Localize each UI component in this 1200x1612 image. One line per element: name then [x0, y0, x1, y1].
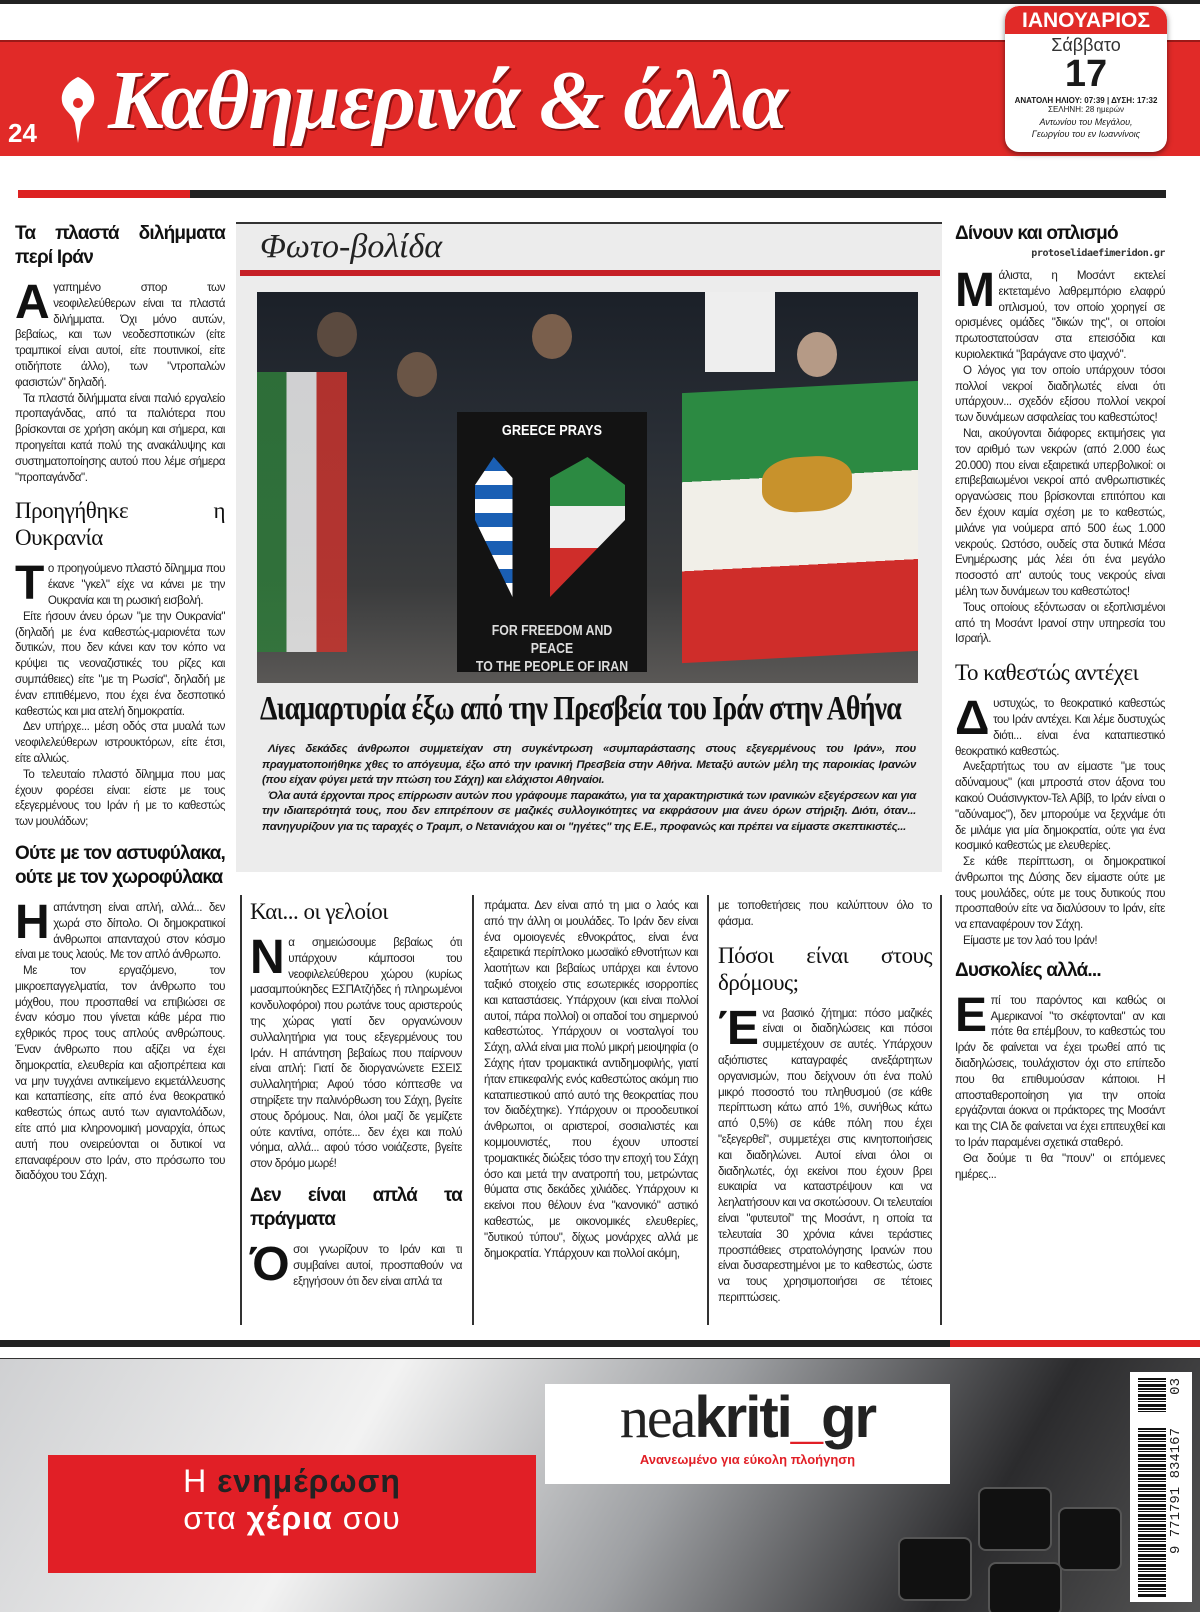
brand-logo — [545, 1384, 950, 1452]
slogan-word: χέρια — [246, 1500, 333, 1536]
sunrise-sunset: ΑΝΑΤΟΛΗ ΗΛΙΟΥ: 07:39 | ΔΥΣΗ: 17:32 — [1014, 96, 1158, 105]
right-column-article — [955, 222, 1165, 1182]
drop-cap: Ν — [250, 931, 285, 984]
banner-bottom-text — [474, 622, 630, 676]
paragraph: Σε κάθε περίπτωση, οι δημοκρατικοί άνθρωποι της Δύσης δεν είμαστε ούτε με τους μουλάδες, ούτε με τους δυτικούς που προσπαθούν είτε να διαλύσουν το Ιράν, είτε να επαναφέρουν τον Σάχη. — [955, 855, 1165, 932]
paragraph: πί του παρόντος και καθώς οι Αμερικανοί "το σκέφτονται" αν και πότε θα επέμβουν, το καθεστώς του Ιράν δε φαίνεται να έχει τρωθεί από τις διαδηλώσεις, τουλάχιστον όχι στο επίπεδο που θα επιθυμούσαν κάποιοι. Η αποσταθεροποίηση για την οποία εργάζονται άοκνα οι πράκτορες της Μοσάντ και της CIA δε φαίνεται να έχει επιτευχθεί και το Ιράν παραμένει σχετικά σταθερό. — [955, 993, 1165, 1150]
bottom-column-3 — [718, 898, 932, 1306]
feature-caption — [262, 742, 916, 836]
saints-line-1: Αντωνίου του Μεγάλου, — [1039, 117, 1133, 127]
caption-paragraph: Λίγες δεκάδες άνθρωποι συμμετείχαν στη συγκέντρωση «συμπαράστασης στους εξεγερμένους του Ιράν», που πραγματοποιήθηκε χθες το απόγευμα, έξω από την ιρανική Πρεσβεία στην Αθήνα. Μεταξύ αυτών μέλη της παροικίας Ιρανών (που είχαν φύγει μετά την πτώση του Σάχη) και ελάχιστοι Αθηναίοι. — [262, 743, 916, 787]
paragraph: Με τον εργαζόμενο, τον μικροεπαγγελματία, τον άνθρωπο του μόχθου, που προσπαθεί να επιβιώσει σε έναν κόσμο που γίνεται κάθε μέρα πιο εχθρικός προς τους απλούς ανθρώπους. Έναν άνθρωπο που αξίζει να έχει δημοκρατία, ελευθερία και αξιοπρέπεια και να μην τυγχάνει αντικείμενο εκμετάλλευσης και καταπίεσης, είτε από ένα θεοκρατικό καθεστώς όπως αυτό των αγιαντολάδων, είτε από μια κληρονομική μοναρχία, όπως αυτή που ονειρεύονται οι δυτικοί να επαναφέρουν στο Ιράν, στο πρόσωπο του διαδόχου του Σάχη. — [15, 964, 225, 1183]
article-heading: Τα πλαστά διλήμματα περί Ιράν — [15, 223, 225, 268]
paragraph: Ο λόγος για τον οποίο υπάρχουν τόσοι πολλοί νεκροί διαδηλωτές είναι ότι υπάρχουν... σχεδόν εξίσου πολλοί νεκροί των δυνάμεων ασφαλείας του καθεστώτος! — [955, 363, 1165, 425]
article-heading: Δίνουν και οπλισμό — [955, 223, 1118, 244]
paragraph: α σημειώσουμε βεβαίως ότι υπάρχουν κάμποσοι του νεοφιλελεύθερου χώρου (κυρίως μασαμπούκηδες ΕΣΠΑτζήδες ή πληρωμένοι κονδυλοφόροι) που ρωτάνε τους αριστερούς της χώρας γιατί δεν οργανώνουν συλλαλητήρια για τους εξεγερμένους του Ιράν. Η απάντηση βεβαίως που παίρνουν είναι απλή: Γιατί δε διοργανώνετε ΕΣΕΙΣ συλλαλητήρια; Αφού τόσο κόπτεσθε να στηρίξετε την παλινόρθωση του Σάχη, βγείτε στους δρόμους. Ναι, όλοι μαζί δε γεμίζετε ούτε καντίνα, οπότε... δεν έχει και πολύ νόημα, αλλά... αφού τόσο νοιάζεστε, βγείτε στον δρόμο μωρέ! — [250, 936, 462, 1171]
banner-line: TO THE PEOPLE OF IRAN — [475, 658, 629, 675]
protest-photo — [257, 292, 918, 683]
issue-number: 03 — [1168, 1378, 1184, 1395]
saints-line-2: Γεωργίου του εν Ιωαννίνοις — [1031, 129, 1141, 139]
iran-lion-sun-flag — [682, 381, 918, 663]
paragraph: άλιστα, η Μοσάντ εκτελεί εκτεταμένο λαθρεμπόριο ελαφρύ οπλισμού, τον οποίο χορηγεί σε ορισμένες ομάδες "δικών της", οι οποίοι πρωτοστατούσαν στα επεισόδια και κυριολεκτικά "βαράγανε στο ψαχνό". — [955, 269, 1165, 361]
paragraph: με τοποθετήσεις που καλύπτουν όλο το φάσμα. — [718, 899, 932, 928]
section-red-rule — [240, 270, 940, 276]
lion-and-sun-emblem — [762, 454, 852, 514]
paragraph: ο προηγούμενο πλαστό δίλημμα που έκανε "γκελ" είχε να κάνει με την Ουκρανία και τη ρωσική εισβολή. — [47, 562, 225, 607]
drop-cap: Ε — [955, 988, 987, 1042]
barcode-bars — [1138, 1428, 1166, 1598]
brand-part: kriti — [694, 1385, 791, 1450]
slogan-word: Η — [183, 1463, 208, 1499]
subheading: Ούτε με τον αστυφύλακα, ούτε με τον χωροφύλακα — [15, 842, 225, 888]
slogan-word: σου — [342, 1500, 401, 1536]
paragraph: να βασικό ζήτημα: πόσο μαζικές είναι οι διαδηλώσεις και πόσοι συμμετέχουν σε αυτές. Υπάρχουν αξιόπιστες καταγραφές ανεξάρτητων οργανισμών, που δείχνουν ότι ένα πολύ μικρό ποσοστό του πληθυσμού (σε κάθε περίπτωση κάτω από 1%, συνήθως κάτω από 0,5%) σε κάθε πόλη που έχει "εξεγερθεί", συμμετέχει στις κινητοποιήσεις και διαδηλώνει. Αυτοί είναι όλοι οι διαδηλωτές, όχι εκείνοι που έχουν βρει ευκαιρία να καταστρέψουν και να λεηλατήσουν και να σκοτώσουν. Οι τελευταίοι είναι "φυτευτοί" της Μοσάντ, η οποία τα τελευταία 30 χρόνια κάνει τεράστιες προσπάθειες στρατολόγησης Ιρανών που είναι δυσαρεστημένοι με το καθεστώς, ώστε να τους χρησιμοποιήσει σε τέτοιες περιπτώσεις. — [718, 1006, 932, 1304]
moon-age: ΣΕΛΗΝΗ: 28 ημερών — [1048, 105, 1124, 114]
paragraph: υστυχώς, το θεοκρατικό καθεστώς του Ιράν αντέχει. Και λέμε δυστυχώς διότι... είναι ένα καταπιεστικό θεοκρατικό καθεστώς. — [955, 697, 1165, 758]
paragraph: γαπημένο σπορ των νεοφιλελεύθερων είναι τα πλαστά διλήμματα. Όχι μόνο αυτών, βεβαίως, και των νεοδεσποτικών (είτε τραμπικοί είναι αυτοί, είτε πουτινικοί, είτε οτιδήποτε άλλο), των "ντροπαλών φασιστών" δηλαδή. — [15, 281, 225, 389]
watermark: protoselidaefimeridon.gr — [1031, 248, 1165, 259]
brand-tagline: Ανανεωμένο για εύκολη πλοήγηση — [639, 1452, 856, 1467]
barcode-number: 9 771791 834167 — [1168, 1428, 1184, 1555]
black-rule — [190, 190, 1166, 198]
paragraph: Είμαστε με τον λαό του Ιράν! — [963, 934, 1098, 948]
section-title: Φωτο-βολίδα — [260, 228, 443, 265]
brand-part: gr — [821, 1385, 876, 1450]
ad-slogan-line-2 — [48, 1500, 536, 1537]
flag-left — [257, 372, 347, 652]
drop-cap: Δ — [955, 692, 990, 746]
date-month: ΙΑΝΟΥΑΡΙΟΣ — [1005, 6, 1167, 34]
banner-line: FOR FREEDOM AND PEACE — [491, 622, 613, 657]
caption-paragraph: Όλα αυτά έρχονται προς επίρρωσιν αυτών που γράφουμε παρακάτω, για τα χαρακτηριστικά των ιρανικών εξεγέρσεων και για την ιδιαιτερότητά τους, που δεν επιτρέπουν σε μαζικές συλλογικότητες να εκφράσουν μια άνευ όρων στήριξη. Διότι, όταν... πανηγυρίζουν για τις ταραχές ο Τραμπ, ο Νετανιάχου και οι "ηγέτες" της Ε.Ε., προφανώς και πρέπει να είμαστε σκεπτικιστές... — [262, 789, 916, 833]
drop-cap: Ό — [250, 1237, 290, 1291]
banner-top-text: GREECE PRAYS — [501, 422, 603, 439]
keyboard-key — [1060, 1509, 1120, 1569]
keyboard-key — [980, 1489, 1050, 1549]
column-divider — [707, 895, 709, 1325]
bottom-column-2 — [484, 898, 698, 1261]
subheading: Και... οι γελοίοι — [250, 899, 388, 924]
subheading: Το καθεστώς αντέχει — [955, 660, 1139, 686]
page-number: 24 — [8, 118, 37, 148]
slogan-word: στα — [183, 1500, 237, 1536]
paragraph: πράματα. Δεν είναι από τη μια ο λαός και από την άλλη οι μουλάδες. Το Ιράν δεν είναι ένα ομοιογενές εθνοκράτος, είναι ένα εξαιρετικά περίπλοκο μωσαϊκό εθνοτήτων και λαοτήτων και βεβαίως υπάρχει και έντονο ταξικό στοιχείο στις εσωτερικές ισορροπίες και καταστάσεις. Υπάρχουν (και είναι πολλοί αυτοί, πάρα πολλοί) οι οπαδοί του σημερινού καθεστώτος. Υπάρχουν οι νοσταλγοί του Σάχη, αλλά είναι μια πολύ μικρή μειοψηφία (ο Σάχης ήταν τρομακτικά αντιδημοφιλής, γιατί ήταν επικεφαλής ενός καθεστώτος ακόμη πιο καταπιεστικού από αυτό της θεοκρατίας που τον διαδέχτηκε). Υπάρχουν οι προοδευτικοί άνθρωποι, οι αριστεροί, σοσιαλιστές και κομμουνιστές, που έχουν υποστεί τρομακτικές διώξεις τόσο την εποχή του Σάχη όσο και μετά την ανατροπή του, μετρώντας θύματα στις δεκάδες χιλιάδες. Υπάρχουν κι εκείνοι που θέλουν ένα "κανονικό" αστικό καθεστώς, με οικονομικές ελευθερίες, "δυτικού τύπου", δίχως μονάρχες αλλά με δημοκρατία. Υπάρχουν και πολλοί ακόμη, — [484, 899, 698, 1260]
column-divider — [940, 895, 942, 1325]
bottom-column-1 — [250, 898, 462, 1289]
protest-banner — [457, 412, 647, 675]
top-rule — [0, 0, 1200, 4]
subheading: Πόσοι είναι στους δρόμους; — [718, 942, 932, 995]
drop-cap: Μ — [955, 264, 995, 317]
paragraph: Θα δούμε τι θα "πουν" οι επόμενες ημέρες... — [955, 1151, 1165, 1181]
page-title: Καθημερινά & άλλα — [108, 54, 787, 147]
drop-cap: Α — [15, 276, 50, 329]
placard — [705, 292, 775, 372]
keyboard-key — [900, 1539, 970, 1599]
person — [397, 352, 437, 397]
drop-cap: Η — [15, 895, 50, 949]
paragraph: Τους οποίους εξόντωσαν οι εξοπλισμένοι από τη Μοσάντ Ιρανοί στην υπηρεσία του Ισραήλ. — [955, 600, 1165, 646]
barcode-addon-bars — [1138, 1378, 1166, 1414]
date-box — [1005, 6, 1167, 152]
brand-part: nea — [619, 1385, 695, 1450]
subheading: Δυσκολίες αλλά... — [955, 959, 1101, 981]
feature-headline: Διαμαρτυρία έξω από την Πρεσβεία του Ιράν στην Αθήνα — [260, 690, 902, 727]
name-days — [1005, 116, 1167, 140]
keyboard-key — [990, 1564, 1060, 1612]
drop-cap: Έ — [718, 1001, 759, 1055]
bottom-red-rule — [950, 1340, 1200, 1347]
pen-nib-logo-icon — [55, 75, 101, 145]
left-column-article — [15, 222, 225, 1184]
column-divider — [472, 895, 474, 1325]
paragraph: Τα πλαστά διλήμματα είναι παλιό εργαλείο προπαγάνδας, από τα παλιότερα που βρίσκονται σε χρήση ακόμη και σήμερα, και προηγείται κατά πολύ της ανακάλυψης και συστηματοποίησης αυτού που λέμε σήμερα "προπαγάνδα". — [15, 391, 225, 484]
paragraph: Δεν υπήρχε... μέση οδός στα μυαλά των νεοφιλελεύθερων ιστρουκτόρων, είτε έτσι, είτε αλλιώς. — [15, 720, 225, 765]
heart-flags-emblem — [475, 457, 625, 597]
ad-brand-box[interactable] — [545, 1384, 950, 1484]
person — [532, 314, 572, 359]
subheading: Προηγήθηκε η Ουκρανία — [15, 498, 225, 551]
paragraph: Ναι, ακούγονται διάφορες εκτιμήσεις για τον αριθμό των νεκρών (από 2.000 έως 20.000) που είναι εξαιρετικά υπερβολικοί: οι επιβεβαιωμένοι νεκροί από ανθρωπιστικές οργανώσεις που βρίσκονται επιτόπου και δεν έχουν καμία σχέση με το καθεστώς, μιλάνε για νούμερα από 500 έως 1.000 νεκρούς. Ωστόσο, ουδείς στα δυτικά Μέσα Ενημέρωσης μάς λέει ότι ένα μεγάλο ποσοστό απ' αυτούς τους νεκρούς είναι μέλη των δυνάμεων του καθεστώτος! — [955, 426, 1165, 598]
red-rule — [18, 190, 190, 198]
column-divider — [240, 895, 242, 1325]
bottom-black-rule — [0, 1340, 950, 1347]
barcode — [1130, 1372, 1192, 1602]
paragraph: σοι γνωρίζουν το Ιράν και τι συμβαίνει αυτοί, προσπαθούν να εξηγήσουν ότι δεν είναι απλά τα — [293, 1242, 462, 1288]
slogan-word: ενημέρωση — [217, 1463, 401, 1499]
ad-slogan-box — [48, 1455, 536, 1573]
person — [797, 332, 837, 377]
drop-cap: Τ — [15, 557, 44, 611]
subheading: Δεν είναι απλά τα πράγματα — [250, 1184, 462, 1230]
brand-part: _ — [790, 1385, 822, 1450]
paragraph: Ανεξαρτήτως του αν είμαστε "με τους αδύναμους" (και μπροστά στον άξονα του κακού Ουάσινγκτον-Τελ Αβίβ, το Ιράν είναι ο "αδύναμος"), δεν μπορούμε να ξεχνάμε ότι δε μιλάμε για μία δημοκρατία, ούτε για ένα κοσμικό καθεστώς με ελευθερίες. — [955, 760, 1165, 853]
paragraph: απάντηση είναι απλή, αλλά... δεν χωρά στο δίπολο. Οι δημοκρατικοί άνθρωποι απανταχού στον κόσμο είναι με τους λαούς. Με τον απλό άνθρωπο. — [15, 900, 225, 962]
ad-slogan-line-1 — [48, 1463, 536, 1500]
person — [317, 312, 357, 357]
date-weekday: Σάββατο — [1051, 35, 1121, 55]
date-day: 17 — [1064, 53, 1108, 95]
paragraph: Είτε ήσουν άνευ όρων "με την Ουκρανία" (δηλαδή με ένα καθεστώς-μαριονέτα των δυτικών, που δεν κάνει καν τον κόπο να κρύψει τις νεοναζιστικές του ρίζες και συμπάθειες) είτε "με τη Ρωσία", δηλαδή με έναν επιτιθέμενο, που έχει ένα δεσποτικό καθεστώς και μια ατελή δημοκρατία. — [15, 609, 225, 718]
paragraph: Το τελευταίο πλαστό δίλημμα που μας έχουν φορέσει είναι: είστε με τους εξεγερμένους του Ιράν ή με το καθεστώς των μουλάδων; — [15, 767, 225, 829]
